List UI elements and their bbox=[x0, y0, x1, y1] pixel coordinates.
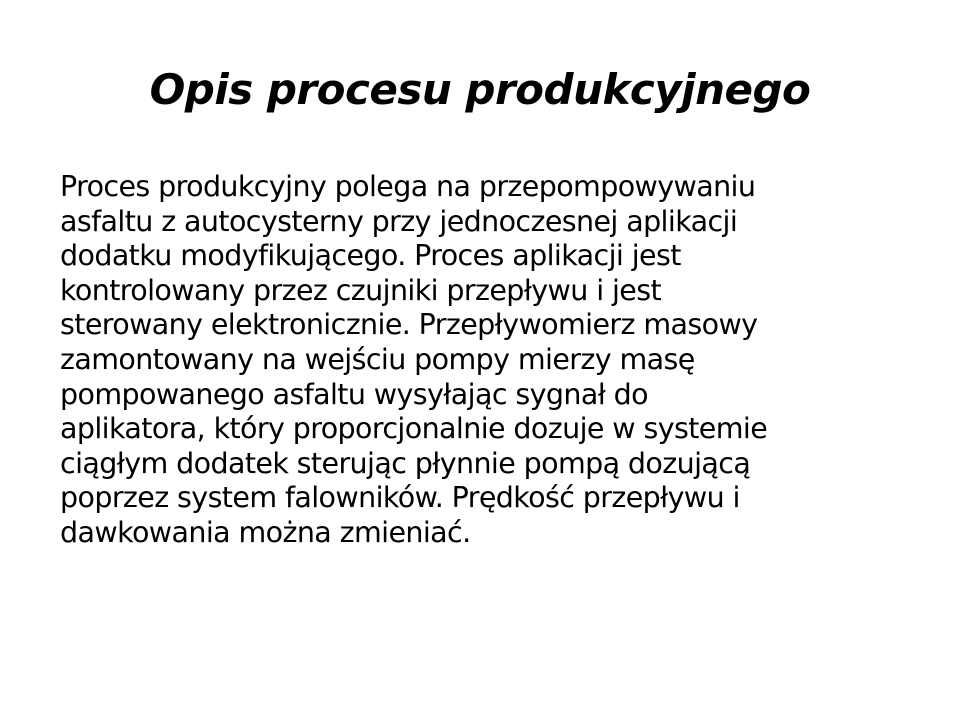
body-line: Proces produkcyjny polega na przepompowywaniu bbox=[60, 170, 756, 203]
slide-title: Opis procesu produkcyjnego bbox=[149, 65, 811, 114]
body-line: pompowanego asfaltu wysyłając sygnał do bbox=[60, 377, 648, 411]
body-line: poprzez system falowników. Prędkość przepływu i bbox=[60, 481, 740, 515]
body-line: asfaltu z autocysterny przy jednoczesnej aplikacji bbox=[60, 204, 738, 238]
body-line: dawkowania można zmieniać. bbox=[60, 515, 471, 549]
slide-body bbox=[60, 170, 920, 551]
body-line: dodatku modyfikującego. Proces aplikacji jest bbox=[60, 239, 681, 273]
body-line: sterowany elektronicznie. Przepływomierz masowy bbox=[60, 308, 758, 342]
body-line: aplikatora, który proporcjonalnie dozuje w systemie bbox=[60, 412, 768, 446]
body-line: ciągłym dodatek sterując płynnie pompą dozującą bbox=[60, 446, 751, 480]
body-line: zamontowany na wejściu pompy mierzy masę bbox=[60, 342, 695, 376]
body-line: kontrolowany przez czujniki przepływu i jest bbox=[60, 273, 662, 307]
